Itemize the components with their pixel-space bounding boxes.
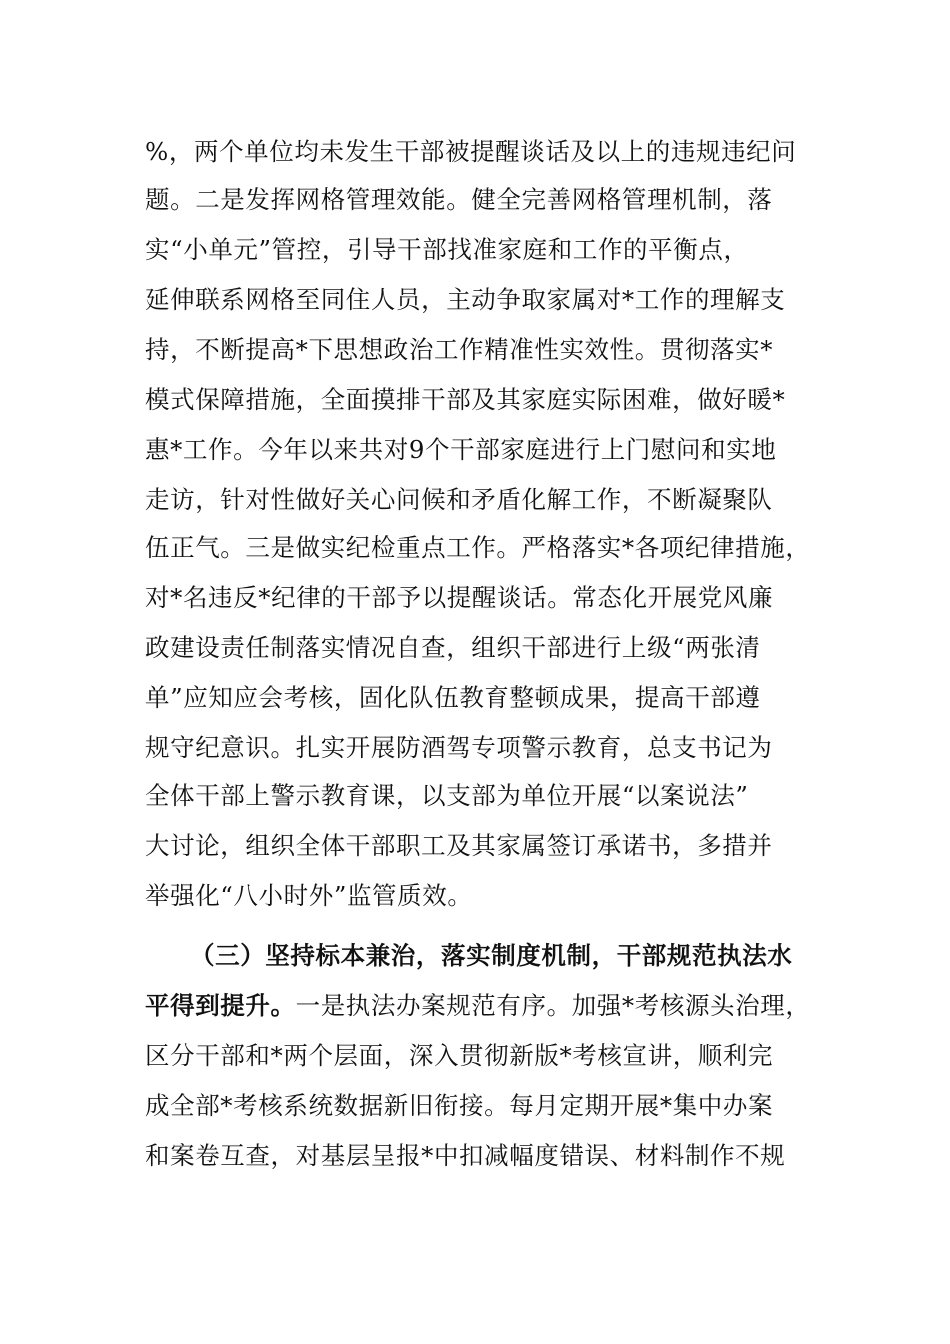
paragraph-line: 伍正气。三是做实纪检重点工作。严格落实*各项纪律措施， (145, 533, 811, 562)
section-heading-line2 (145, 989, 835, 1023)
section-text: 一是执法办案规范有序。加强*考核源头治理， (295, 991, 811, 1020)
paragraph-line: 持，不断提高*下思想政治工作精准性实效性。贯彻落实* (145, 335, 774, 364)
paragraph-line: 单”应知应会考核，固化队伍教育整顿成果，提高干部遵 (145, 683, 761, 712)
paragraph-line: 对*名违反*纪律的干部予以提醒谈话。常态化开展党风廉 (145, 583, 774, 612)
paragraph-line: 和案卷互查，对基层呈报*中扣减幅度错误、材料制作不规 (145, 1141, 786, 1170)
paragraph-line: 大讨论，组织全体干部职工及其家属签订承诺书，多措并 (145, 831, 773, 860)
section-heading: （三）坚持标本兼治，落实制度机制，干部规范执法水 (190, 941, 793, 970)
paragraph-line: 政建设责任制落实情况自查，组织干部进行上级“两张清 (145, 633, 761, 662)
paragraph-line: 实“小单元”管控，引导干部找准家庭和工作的平衡点， (145, 235, 749, 264)
paragraph-line: 模式保障措施，全面摸排干部及其家庭实际困难，做好暖* (145, 385, 786, 414)
paragraph-line: 题。二是发挥网格管理效能。健全完善网格管理机制，落 (145, 185, 773, 214)
paragraph-line: 惠*工作。今年以来共对9个干部家庭进行上门慰问和实地 (145, 435, 777, 464)
paragraph-line: 延伸联系网格至同住人员，主动争取家属对*工作的理解支 (145, 285, 786, 314)
paragraph-line: 举强化“八小时外”监管质效。 (145, 881, 473, 910)
section-heading-tail: 平得到提升。 (145, 991, 296, 1020)
paragraph-line: 走访，针对性做好关心问候和矛盾化解工作，不断凝聚队 (145, 485, 773, 514)
paragraph-line: 成全部*考核系统数据新旧衔接。每月定期开展*集中办案 (145, 1091, 774, 1120)
paragraph-line: 规守纪意识。扎实开展防酒驾专项警示教育，总支书记为 (145, 733, 773, 762)
paragraph-line: 全体干部上警示教育课，以支部为单位开展“以案说法” (145, 781, 749, 810)
paragraph-line: %，两个单位均未发生干部被提醒谈话及以上的违规违纪问 (145, 137, 797, 166)
paragraph-line: 区分干部和*两个层面，深入贯彻新版*考核宣讲，顺利完 (145, 1041, 774, 1070)
